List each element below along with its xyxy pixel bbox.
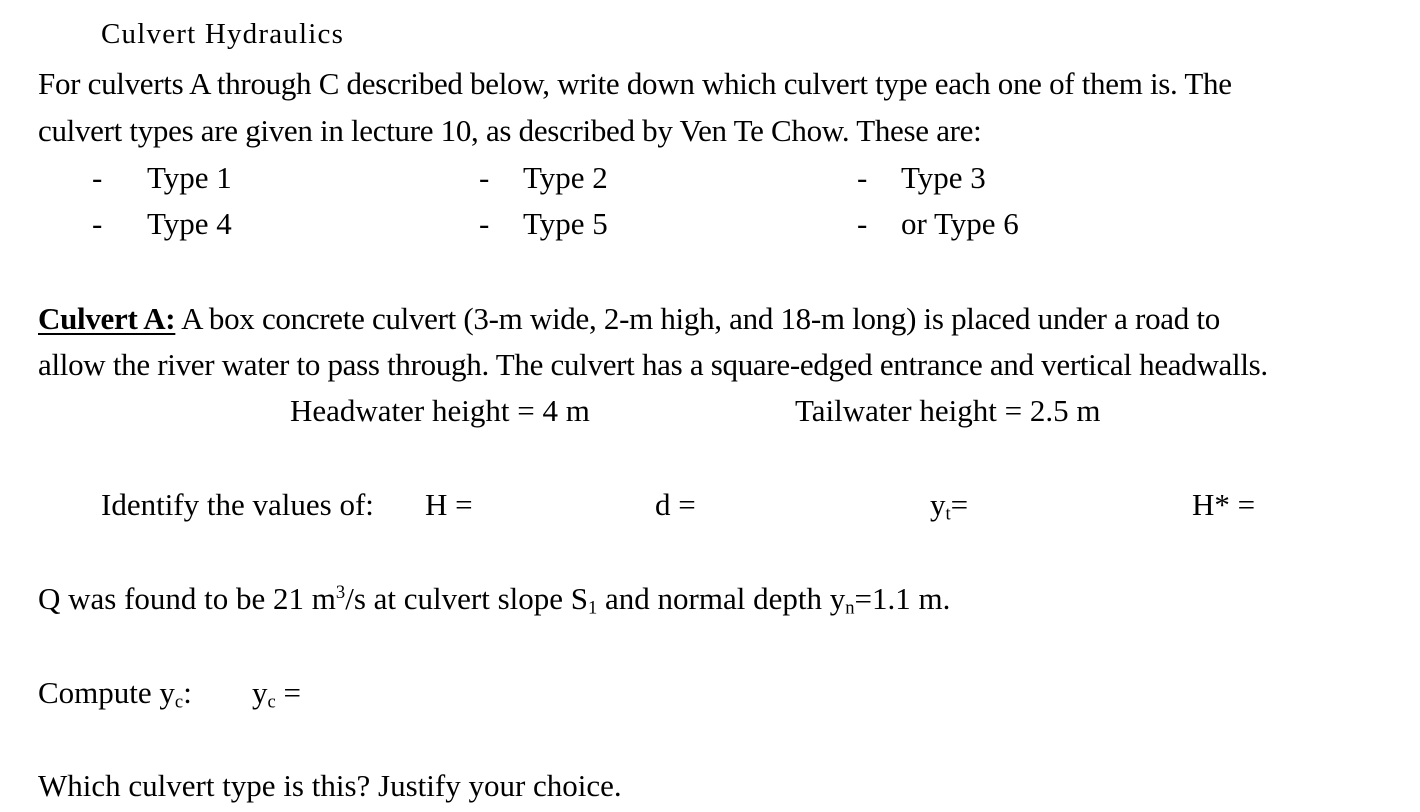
list-item: or Type 6 [901, 206, 1019, 241]
normal-depth-subscript: n [845, 597, 855, 619]
list-item: Type 2 [523, 160, 608, 195]
slope-subscript: 1 [588, 597, 598, 619]
yt-symbol: y [930, 487, 946, 522]
d-answer-label: d = [655, 487, 696, 522]
q-text-3: and normal depth y [597, 581, 846, 616]
hstar-answer-label: H* = [1192, 487, 1256, 522]
identify-prompt: Identify the values of: [101, 487, 374, 522]
section-heading: Culvert Hydraulics [101, 18, 345, 50]
yc-answer-label [252, 675, 301, 714]
list-item: Type 5 [523, 206, 608, 241]
yt-subscript: t [945, 503, 951, 525]
intro-line-2: culvert types are given in lecture 10, as described by Ven Te Chow. These are: [38, 113, 982, 148]
list-bullet: - [479, 206, 490, 241]
yc-subscript: c [174, 691, 184, 713]
list-bullet: - [92, 160, 103, 195]
yt-equals: = [950, 487, 969, 522]
list-bullet: - [857, 206, 868, 241]
intro-line-1: For culverts A through C described below, write down which culvert type each one of them is. The [38, 66, 1232, 101]
q-text-2: /s at culvert slope S [345, 581, 588, 616]
culvert-a-label: Culvert A: [38, 301, 176, 336]
h-answer-label: H = [425, 487, 473, 522]
headwater-height: Headwater height = 4 m [290, 393, 590, 428]
yt-answer-label [930, 487, 968, 526]
culvert-type-question: Which culvert type is this? Justify your choice. [38, 768, 622, 803]
discharge-statement [38, 581, 950, 620]
cubed-superscript: 3 [335, 581, 346, 603]
yc-equals: = [275, 675, 301, 710]
compute-text: Compute y [38, 675, 175, 710]
list-item: Type 1 [147, 160, 232, 195]
compute-yc-label [38, 675, 192, 714]
yc-symbol: y [252, 675, 268, 710]
list-bullet: - [479, 160, 490, 195]
culvert-a-description-line-2: allow the river water to pass through. The culvert has a square-edged entrance and vertical headwalls. [38, 347, 1268, 382]
compute-colon: : [183, 675, 192, 710]
list-item: Type 4 [147, 206, 232, 241]
culvert-a-desc-text: A box concrete culvert (3-m wide, 2-m high, and 18-m long) is placed under a road to [175, 301, 1220, 336]
culvert-a-description-line-1 [38, 301, 1220, 337]
q-text-4: =1.1 m. [854, 581, 951, 616]
q-text-1: Q was found to be 21 m [38, 581, 336, 616]
list-item: Type 3 [901, 160, 986, 195]
list-bullet: - [857, 160, 868, 195]
yc-answer-subscript: c [267, 691, 276, 713]
list-bullet: - [92, 206, 103, 241]
tailwater-height: Tailwater height = 2.5 m [795, 393, 1101, 428]
